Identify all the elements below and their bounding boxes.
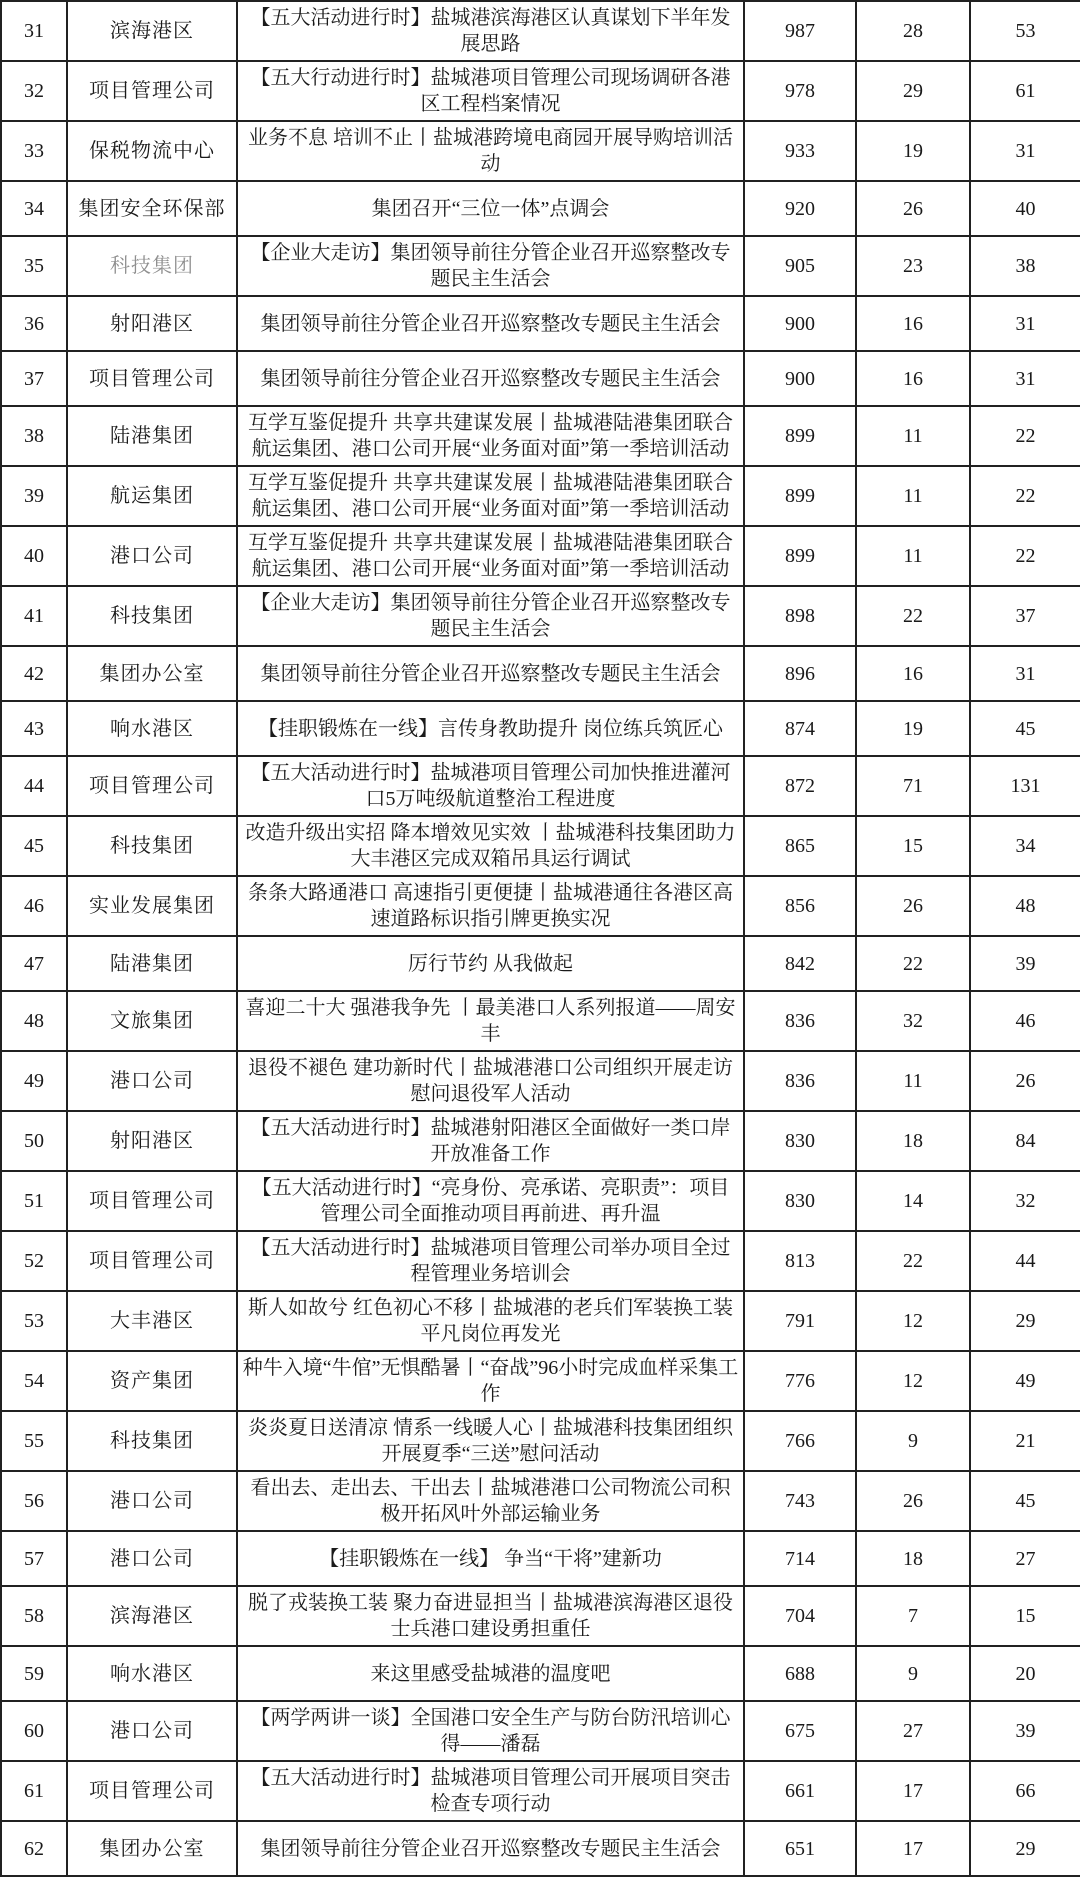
title-cell: 【挂职锻炼在一线】 争当“干将”建新功 [237, 1531, 744, 1586]
org-cell: 科技集团 [67, 236, 237, 296]
org-cell: 航运集团 [67, 466, 237, 526]
metric2-cell: 29 [856, 61, 970, 121]
metric3-cell: 44 [970, 1231, 1080, 1291]
org-cell: 实业发展集团 [67, 876, 237, 936]
metric1-cell: 978 [744, 61, 856, 121]
org-cell: 资产集团 [67, 1351, 237, 1411]
metric2-cell: 7 [856, 1586, 970, 1646]
title-cell: 改造升级出实招 降本增效见实效 丨盐城港科技集团助力大丰港区完成双箱吊具运行调试 [237, 816, 744, 876]
metric2-cell: 19 [856, 701, 970, 756]
org-cell: 射阳港区 [67, 296, 237, 351]
rank-cell: 60 [1, 1701, 67, 1761]
metric2-cell: 27 [856, 1701, 970, 1761]
metric1-cell: 920 [744, 181, 856, 236]
org-cell: 集团办公室 [67, 1821, 237, 1876]
org-cell: 科技集团 [67, 816, 237, 876]
org-cell: 大丰港区 [67, 1291, 237, 1351]
org-cell: 项目管理公司 [67, 1171, 237, 1231]
rank-cell: 50 [1, 1111, 67, 1171]
metric1-cell: 896 [744, 646, 856, 701]
metric1-cell: 776 [744, 1351, 856, 1411]
metric2-cell: 71 [856, 756, 970, 816]
metric1-cell: 791 [744, 1291, 856, 1351]
metric1-cell: 661 [744, 1761, 856, 1821]
metric1-cell: 651 [744, 1821, 856, 1876]
rank-cell: 40 [1, 526, 67, 586]
metric2-cell: 16 [856, 296, 970, 351]
metric1-cell: 675 [744, 1701, 856, 1761]
metric3-cell: 31 [970, 296, 1080, 351]
org-cell: 滨海港区 [67, 1586, 237, 1646]
metric3-cell: 53 [970, 1, 1080, 61]
rank-cell: 34 [1, 181, 67, 236]
metric1-cell: 872 [744, 756, 856, 816]
metric1-cell: 766 [744, 1411, 856, 1471]
org-cell: 科技集团 [67, 1411, 237, 1471]
metric2-cell: 28 [856, 1, 970, 61]
metric2-cell: 22 [856, 936, 970, 991]
org-cell: 港口公司 [67, 526, 237, 586]
metric3-cell: 84 [970, 1111, 1080, 1171]
table-row [1, 1531, 1080, 1586]
title-cell: 【挂职锻炼在一线】言传身教助提升 岗位练兵筑匠心 [237, 701, 744, 756]
org-cell: 滨海港区 [67, 1, 237, 61]
metric2-cell: 11 [856, 526, 970, 586]
table-row [1, 1291, 1080, 1351]
metric3-cell: 26 [970, 1051, 1080, 1111]
metric2-cell: 9 [856, 1411, 970, 1471]
org-cell: 项目管理公司 [67, 1761, 237, 1821]
metric2-cell: 26 [856, 1471, 970, 1531]
title-cell: 互学互鉴促提升 共享共建谋发展丨盐城港陆港集团联合航运集团、港口公司开展“业务面对面”第一季培训活动 [237, 466, 744, 526]
metric3-cell: 37 [970, 586, 1080, 646]
org-cell: 响水港区 [67, 701, 237, 756]
org-cell: 文旅集团 [67, 991, 237, 1051]
metric3-cell: 31 [970, 121, 1080, 181]
org-cell: 保税物流中心 [67, 121, 237, 181]
metric3-cell: 29 [970, 1821, 1080, 1876]
metric3-cell: 66 [970, 1761, 1080, 1821]
metric3-cell: 32 [970, 1171, 1080, 1231]
metric1-cell: 874 [744, 701, 856, 756]
metric2-cell: 17 [856, 1821, 970, 1876]
metric1-cell: 865 [744, 816, 856, 876]
metric1-cell: 905 [744, 236, 856, 296]
metric3-cell: 38 [970, 236, 1080, 296]
table-row [1, 701, 1080, 756]
rank-cell: 55 [1, 1411, 67, 1471]
rank-cell: 33 [1, 121, 67, 181]
table-row [1, 1761, 1080, 1821]
metric3-cell: 61 [970, 61, 1080, 121]
title-cell: 看出去、走出去、干出去丨盐城港港口公司物流公司积极开拓风叶外部运输业务 [237, 1471, 744, 1531]
org-cell: 陆港集团 [67, 936, 237, 991]
title-cell: 业务不息 培训不止丨盐城港跨境电商园开展导购培训活动 [237, 121, 744, 181]
metric1-cell: 688 [744, 1646, 856, 1701]
rank-cell: 56 [1, 1471, 67, 1531]
title-cell: 集团领导前往分管企业召开巡察整改专题民主生活会 [237, 296, 744, 351]
rank-cell: 32 [1, 61, 67, 121]
rank-cell: 47 [1, 936, 67, 991]
org-cell: 港口公司 [67, 1051, 237, 1111]
title-cell: 互学互鉴促提升 共享共建谋发展丨盐城港陆港集团联合航运集团、港口公司开展“业务面对面”第一季培训活动 [237, 526, 744, 586]
rank-cell: 43 [1, 701, 67, 756]
rank-cell: 31 [1, 1, 67, 61]
rank-cell: 37 [1, 351, 67, 406]
title-cell: 集团领导前往分管企业召开巡察整改专题民主生活会 [237, 351, 744, 406]
metric2-cell: 16 [856, 646, 970, 701]
metric1-cell: 842 [744, 936, 856, 991]
table-row [1, 1171, 1080, 1231]
org-cell: 港口公司 [67, 1701, 237, 1761]
metric1-cell: 899 [744, 406, 856, 466]
metric1-cell: 836 [744, 991, 856, 1051]
title-cell: 喜迎二十大 强港我争先 丨最美港口人系列报道——周安丰 [237, 991, 744, 1051]
table-row [1, 1646, 1080, 1701]
metric2-cell: 14 [856, 1171, 970, 1231]
table-row [1, 1, 1080, 61]
metric3-cell: 49 [970, 1351, 1080, 1411]
org-cell: 港口公司 [67, 1531, 237, 1586]
metric1-cell: 836 [744, 1051, 856, 1111]
rank-cell: 51 [1, 1171, 67, 1231]
rank-cell: 61 [1, 1761, 67, 1821]
title-cell: 【企业大走访】集团领导前往分管企业召开巡察整改专题民主生活会 [237, 236, 744, 296]
table-row [1, 1111, 1080, 1171]
table-row [1, 1701, 1080, 1761]
rank-cell: 54 [1, 1351, 67, 1411]
metric1-cell: 830 [744, 1171, 856, 1231]
metric3-cell: 22 [970, 466, 1080, 526]
metric2-cell: 12 [856, 1351, 970, 1411]
metric1-cell: 830 [744, 1111, 856, 1171]
table-row [1, 1051, 1080, 1111]
metric3-cell: 21 [970, 1411, 1080, 1471]
metric2-cell: 23 [856, 236, 970, 296]
metric1-cell: 743 [744, 1471, 856, 1531]
metric3-cell: 45 [970, 701, 1080, 756]
rank-cell: 46 [1, 876, 67, 936]
metric2-cell: 11 [856, 466, 970, 526]
table-row [1, 1411, 1080, 1471]
rank-cell: 48 [1, 991, 67, 1051]
rank-cell: 62 [1, 1821, 67, 1876]
title-cell: 【五大行动进行时】盐城港项目管理公司现场调研各港区工程档案情况 [237, 61, 744, 121]
rank-cell: 45 [1, 816, 67, 876]
org-cell: 集团办公室 [67, 646, 237, 701]
org-cell: 项目管理公司 [67, 1231, 237, 1291]
table-row [1, 121, 1080, 181]
metric3-cell: 131 [970, 756, 1080, 816]
org-cell: 响水港区 [67, 1646, 237, 1701]
metric1-cell: 704 [744, 1586, 856, 1646]
metric1-cell: 987 [744, 1, 856, 61]
metric2-cell: 26 [856, 876, 970, 936]
title-cell: 脱了戎装换工装 聚力奋进显担当丨盐城港滨海港区退役士兵港口建设勇担重任 [237, 1586, 744, 1646]
metric3-cell: 48 [970, 876, 1080, 936]
metric3-cell: 22 [970, 406, 1080, 466]
org-cell: 项目管理公司 [67, 756, 237, 816]
title-cell: 种牛入境“牛倌”无惧酷暑丨“奋战”96小时完成血样采集工作 [237, 1351, 744, 1411]
table-row [1, 756, 1080, 816]
rank-cell: 53 [1, 1291, 67, 1351]
rank-cell: 39 [1, 466, 67, 526]
table-row [1, 1351, 1080, 1411]
metric2-cell: 9 [856, 1646, 970, 1701]
table-row [1, 876, 1080, 936]
org-cell: 射阳港区 [67, 1111, 237, 1171]
title-cell: 【五大活动进行时】盐城港项目管理公司举办项目全过程管理业务培训会 [237, 1231, 744, 1291]
table-row [1, 1471, 1080, 1531]
rank-cell: 49 [1, 1051, 67, 1111]
org-cell: 科技集团 [67, 586, 237, 646]
title-cell: 集团领导前往分管企业召开巡察整改专题民主生活会 [237, 646, 744, 701]
metric3-cell: 31 [970, 646, 1080, 701]
metric1-cell: 933 [744, 121, 856, 181]
rank-cell: 58 [1, 1586, 67, 1646]
rank-cell: 52 [1, 1231, 67, 1291]
metric1-cell: 899 [744, 526, 856, 586]
title-cell: 集团召开“三位一体”点调会 [237, 181, 744, 236]
table-row [1, 236, 1080, 296]
title-cell: 【五大活动进行时】盐城港项目管理公司加快推进灌河口5万吨级航道整治工程进度 [237, 756, 744, 816]
rank-cell: 38 [1, 406, 67, 466]
metric1-cell: 714 [744, 1531, 856, 1586]
title-cell: 【五大活动进行时】盐城港射阳港区全面做好一类口岸开放准备工作 [237, 1111, 744, 1171]
title-cell: 【企业大走访】集团领导前往分管企业召开巡察整改专题民主生活会 [237, 586, 744, 646]
table-row [1, 586, 1080, 646]
title-cell: 斯人如故兮 红色初心不移丨盐城港的老兵们军装换工装 平凡岗位再发光 [237, 1291, 744, 1351]
rank-cell: 35 [1, 236, 67, 296]
metric3-cell: 34 [970, 816, 1080, 876]
table-row [1, 351, 1080, 406]
table-row [1, 816, 1080, 876]
rank-cell: 41 [1, 586, 67, 646]
metric2-cell: 16 [856, 351, 970, 406]
title-cell: 厉行节约 从我做起 [237, 936, 744, 991]
org-cell: 项目管理公司 [67, 351, 237, 406]
metric2-cell: 22 [856, 1231, 970, 1291]
table-row [1, 61, 1080, 121]
metric1-cell: 900 [744, 296, 856, 351]
metric3-cell: 27 [970, 1531, 1080, 1586]
table-row [1, 991, 1080, 1051]
table-row [1, 936, 1080, 991]
metric2-cell: 15 [856, 816, 970, 876]
title-cell: 来这里感受盐城港的温度吧 [237, 1646, 744, 1701]
rank-cell: 59 [1, 1646, 67, 1701]
title-cell: 互学互鉴促提升 共享共建谋发展丨盐城港陆港集团联合航运集团、港口公司开展“业务面对面”第一季培训活动 [237, 406, 744, 466]
metric3-cell: 22 [970, 526, 1080, 586]
metric1-cell: 898 [744, 586, 856, 646]
metric2-cell: 26 [856, 181, 970, 236]
metric2-cell: 11 [856, 406, 970, 466]
metric2-cell: 12 [856, 1291, 970, 1351]
title-cell: 条条大路通港口 高速指引更便捷丨盐城港通往各港区高速道路标识指引牌更换实况 [237, 876, 744, 936]
metric1-cell: 900 [744, 351, 856, 406]
table-row [1, 181, 1080, 236]
metric3-cell: 29 [970, 1291, 1080, 1351]
ranking-table-body [1, 1, 1080, 1876]
org-cell: 项目管理公司 [67, 61, 237, 121]
rank-cell: 42 [1, 646, 67, 701]
rank-cell: 44 [1, 756, 67, 816]
title-cell: 【五大活动进行时】盐城港项目管理公司开展项目突击检查专项行动 [237, 1761, 744, 1821]
title-cell: 炎炎夏日送清凉 情系一线暖人心丨盐城港科技集团组织开展夏季“三送”慰问活动 [237, 1411, 744, 1471]
metric3-cell: 39 [970, 1701, 1080, 1761]
metric2-cell: 17 [856, 1761, 970, 1821]
rank-cell: 57 [1, 1531, 67, 1586]
table-row [1, 1231, 1080, 1291]
metric1-cell: 813 [744, 1231, 856, 1291]
metric3-cell: 39 [970, 936, 1080, 991]
metric3-cell: 15 [970, 1586, 1080, 1646]
org-cell: 港口公司 [67, 1471, 237, 1531]
table-row [1, 296, 1080, 351]
metric3-cell: 20 [970, 1646, 1080, 1701]
table-row [1, 466, 1080, 526]
table-row [1, 646, 1080, 701]
metric2-cell: 19 [856, 121, 970, 181]
metric2-cell: 11 [856, 1051, 970, 1111]
title-cell: 退役不褪色 建功新时代丨盐城港港口公司组织开展走访慰问退役军人活动 [237, 1051, 744, 1111]
metric3-cell: 31 [970, 351, 1080, 406]
title-cell: 集团领导前往分管企业召开巡察整改专题民主生活会 [237, 1821, 744, 1876]
metric2-cell: 32 [856, 991, 970, 1051]
table-row [1, 1821, 1080, 1876]
org-cell: 集团安全环保部 [67, 181, 237, 236]
metric3-cell: 46 [970, 991, 1080, 1051]
metric2-cell: 18 [856, 1531, 970, 1586]
metric2-cell: 18 [856, 1111, 970, 1171]
table-row [1, 526, 1080, 586]
metric1-cell: 856 [744, 876, 856, 936]
org-cell: 陆港集团 [67, 406, 237, 466]
metric1-cell: 899 [744, 466, 856, 526]
table-row [1, 406, 1080, 466]
title-cell: 【五大活动进行时】盐城港滨海港区认真谋划下半年发展思路 [237, 1, 744, 61]
title-cell: 【两学两讲一谈】全国港口安全生产与防台防汛培训心得——潘磊 [237, 1701, 744, 1761]
metric3-cell: 45 [970, 1471, 1080, 1531]
rank-cell: 36 [1, 296, 67, 351]
title-cell: 【五大活动进行时】“亮身份、亮承诺、亮职责”：项目管理公司全面推动项目再前进、再升温 [237, 1171, 744, 1231]
table-row [1, 1586, 1080, 1646]
metric3-cell: 40 [970, 181, 1080, 236]
metric2-cell: 22 [856, 586, 970, 646]
